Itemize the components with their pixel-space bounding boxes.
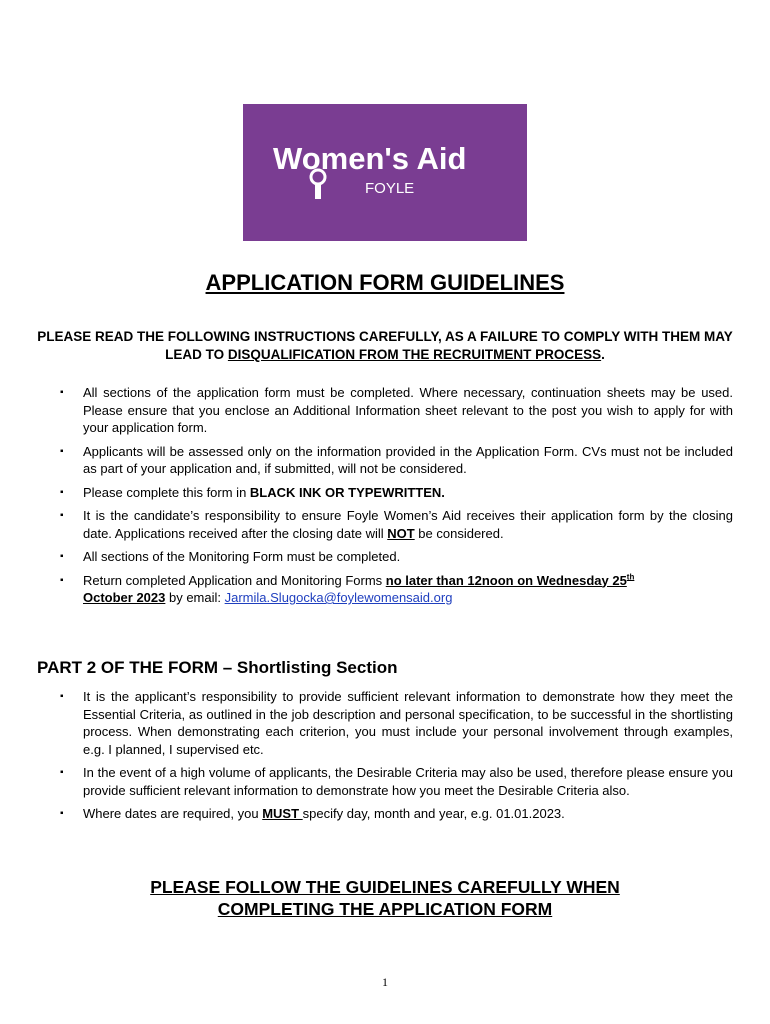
page-number: 1 [382,975,388,989]
disqualification-text: DISQUALIFICATION FROM THE RECRUITMENT PROCESS [227,347,602,362]
closing-line-2: COMPLETING THE APPLICATION FORM [217,899,553,919]
page-title: APPLICATION FORM GUIDELINES [205,270,565,295]
list-item-text: It is the applicant’s responsibility to provide sufficient relevant information to demonstrate how they meet the Essential Criteria, as outlined in the job description and personal specification, to be successful in the shortlisting process. When demonstrating each criterion, you must include your personal involvement through examples, e.g. I planned, I supervised etc. [83,689,733,757]
list-item-text: Please complete this form in [83,484,250,500]
list-item-text: In the event of a high volume of applicants, the Desirable Criteria may also be used, therefore please ensure you provide sufficient relevant information to demonstrate how you meet the Desirable Criteria also. [83,765,733,798]
guidelines-list [0,384,733,613]
bullet-icon: ▪ [60,767,64,778]
list-item [0,443,733,478]
list-item [0,805,733,823]
bullet-icon: ▪ [60,551,64,562]
bullet-icon: ▪ [60,486,64,498]
bullet-icon: ▪ [60,574,64,586]
list-item [0,764,733,799]
list-item [0,384,733,437]
list-item [0,548,733,566]
bullet-icon: ▪ [60,445,64,457]
closing-notice [0,876,770,920]
list-item [0,507,733,542]
must-emphasis: MUST [262,806,303,821]
list-item-text: All sections of the application form must be completed. Where necessary, continuation sheets may be used. Please ensure that you enclose an Additional Information sheet relevant to the post you wish to apply for with your application form. [83,385,733,435]
list-item-text: Where dates are required, you [83,806,263,821]
not-emphasis: NOT [387,525,415,541]
list-item [0,572,733,607]
deadline-text: no later than 12noon on Wednesday 25 [385,572,627,588]
instructions-end: . [601,347,605,362]
instructions-text: PLEASE READ THE FOLLOWING INSTRUCTIONS CAREFULLY, AS A FAILURE TO COMPLY WITH THEM MAY LEAD TO [37,329,733,362]
by-email-text: by email: [165,590,225,605]
list-item-text: It is the candidate’s responsibility to ensure Foyle Women’s Aid receives their application form by the closing date. Applications received after the closing date will [83,508,733,541]
email-link[interactable]: Jarmila.Slugocka@foylewomensaid.org [224,590,453,605]
womens-aid-logo [243,104,527,241]
list-item-text: All sections of the Monitoring Form must be completed. [83,549,401,564]
shortlisting-list [0,688,733,829]
bullet-icon: ▪ [60,808,64,819]
list-item-text: Applicants will be assessed only on the information provided in the Application Form. CVs must not be included as part of your application and, if submitted, will not be considered. [83,443,733,476]
part2-heading: PART 2 OF THE FORM – Shortlisting Section [37,658,398,677]
bullet-icon: ▪ [60,387,64,398]
list-item [0,484,733,502]
bullet-icon: ▪ [60,691,64,702]
list-item-text-end: be considered. [414,525,504,541]
closing-line-1: PLEASE FOLLOW THE GUIDELINES CAREFULLY WHEN [150,877,620,897]
logo-sub-text: FOYLE [365,180,415,197]
list-item [0,688,733,758]
list-item-text-end: specify day, month and year, e.g. 01.01.2023. [302,806,565,821]
logo-brand-text: Women's Aid [273,141,467,176]
keyhole-stem-icon [315,183,321,199]
list-item-text: Return completed Application and Monitoring Forms [83,572,386,588]
deadline-suffix: th [626,572,635,582]
black-ink-text: BLACK INK OR TYPEWRITTEN. [249,484,445,500]
womens-aid-logo-graphic [243,104,527,241]
deadline-month: October 2023 [83,590,166,605]
instructions-warning [30,328,740,364]
bullet-icon: ▪ [60,510,64,521]
